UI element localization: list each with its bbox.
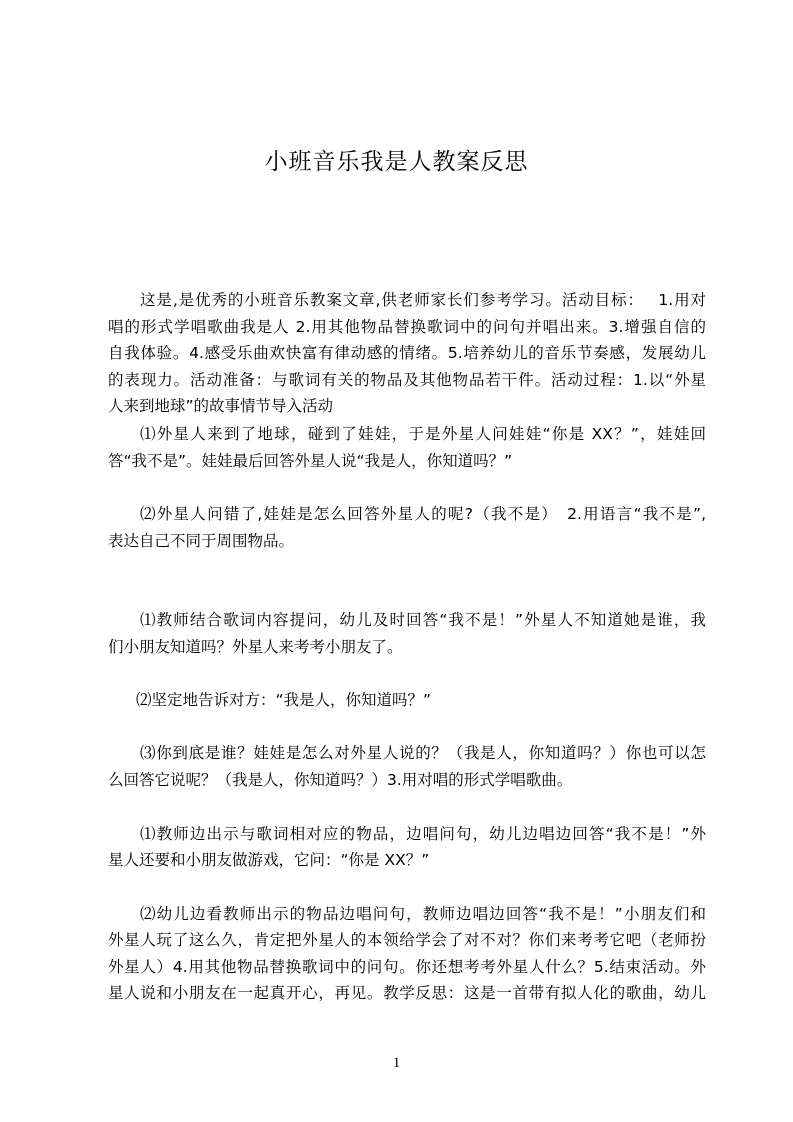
paragraph-line: ⑵坚定地告诉对方：“我是人，你知道吗？” <box>136 691 432 709</box>
paragraph-line: ⑴教师结合歌词内容提问，幼儿及时回答“我不是！”外星人不知道她是谁，我 <box>140 611 706 629</box>
paragraph-line: 的表现力。活动准备：与歌词有关的物品及其他物品若干件。活动过程：1.以“外星 <box>108 371 706 389</box>
paragraph-line: 么回答它说呢？（我是人，你知道吗？）3.用对唱的形式学唱歌曲。 <box>108 771 573 789</box>
paragraph-line: 星人还要和小朋友做游戏，它问：“你是 XX？” <box>108 851 430 869</box>
paragraph-line: ⑵幼儿边看教师出示的物品边唱问句，教师边唱边回答“我不是！”小朋友们和 <box>140 905 706 923</box>
paragraph-line: 自我体验。4.感受乐曲欢快富有律动感的情绪。5.培养幼儿的音乐节奏感，发展幼儿 <box>108 344 706 362</box>
paragraph-line: 这是,是优秀的小班音乐教案文章,供老师家长们参考学习。活动目标： 1.用对 <box>140 291 706 309</box>
paragraph-line: ⑶你到底是谁？娃娃是怎么对外星人说的？（我是人，你知道吗？）你也可以怎 <box>140 744 706 762</box>
paragraph-line: ⑴教师边出示与歌词相对应的物品，边唱问句，幼儿边唱边回答“我不是！”外 <box>140 825 706 843</box>
paragraph-line: 外星人）4.用其他物品替换歌词中的问句。你还想考考外星人什么？5.结束活动。外 <box>108 958 706 976</box>
paragraph-line: 星人说和小朋友在一起真开心，再见。教学反思：这是一首带有拟人化的歌曲，幼儿 <box>108 984 706 1002</box>
paragraph-line: 外星人玩了这么久，肯定把外星人的本领给学会了对不对？你们来考考它吧（老师扮 <box>108 931 706 949</box>
document-title: 小班音乐我是人教案反思 <box>264 149 529 175</box>
paragraph-line: 表达自己不同于周围物品。 <box>108 532 295 550</box>
paragraph-line: 答“我不是”。娃娃最后回答外星人说“我是人，你知道吗？” <box>108 452 513 470</box>
paragraph-line: 人来到地球”的故事情节导入活动 <box>108 397 334 415</box>
paragraph-line: 们小朋友知道吗？外星人来考考小朋友了。 <box>108 638 403 656</box>
page-number: 1 <box>392 1055 401 1071</box>
paragraph-line: ⑵外星人问错了,娃娃是怎么回答外星人的呢?（我不是） 2.用语言“我不是”, <box>140 505 706 523</box>
paragraph-line: 唱的形式学唱歌曲我是人 2.用其他物品替换歌词中的问句并唱出来。3.增强自信的 <box>108 318 706 336</box>
paragraph-line: ⑴外星人来到了地球，碰到了娃娃，于是外星人问娃娃“你是 XX？”，娃娃回 <box>140 425 706 443</box>
